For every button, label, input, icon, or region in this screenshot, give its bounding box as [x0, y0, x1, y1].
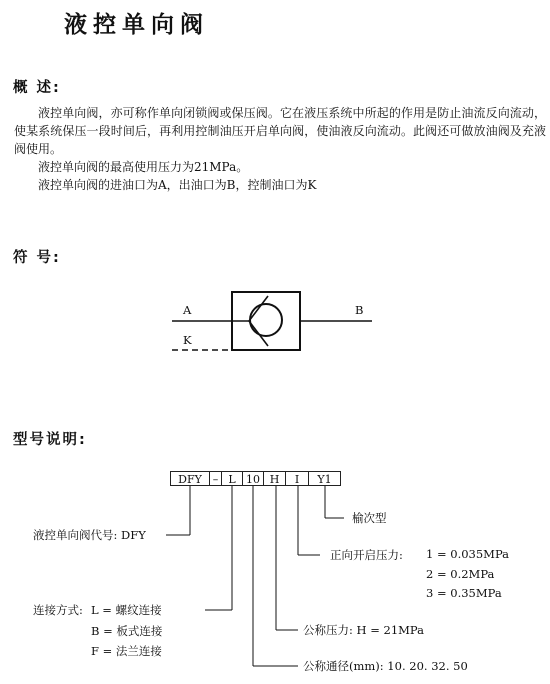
connection-value: F = 法兰连接 — [91, 644, 162, 658]
code-box-series: DFY — [170, 471, 210, 486]
design-label: 榆次型 — [352, 511, 387, 525]
code-box-cracking: I — [286, 471, 309, 486]
check-ball — [250, 304, 282, 336]
connection-value: B = 板式连接 — [91, 624, 163, 638]
seat-line-lower — [249, 321, 268, 346]
overview-paragraph: 液控单向阀的进油口为A，出油口为B，控制油口为K — [38, 178, 317, 192]
code-box-design: Y1 — [309, 471, 341, 486]
code-box-diameter: 10 — [243, 471, 264, 486]
cracking-label: 正向开启压力: — [330, 548, 403, 562]
port-b-label: B — [355, 303, 364, 317]
diameter-label: 公称通径(mm): 10. 20. 32. 50 — [303, 659, 468, 673]
connection-label: 连接方式: — [33, 603, 83, 617]
connection-value: L = 螺纹连接 — [91, 603, 162, 617]
port-k-label: K — [183, 333, 192, 347]
overview-paragraph: 液控单向阀的最高使用压力为21MPa。 — [38, 160, 249, 174]
symbol-heading: 符 号: — [13, 250, 61, 266]
page-title: 液控单向阀 — [64, 12, 209, 38]
cracking-value: 1 = 0.035MPa — [426, 547, 510, 561]
seat-line-upper — [249, 296, 268, 321]
overview-paragraph: 液控单向阀，亦可称作单向闭锁阀或保压阀。它在液压系统中所起的作用是防止油流反向流动，使某系统保压一段时间后，再利用控制油压开启单向阀，使油液反向流动。此阀还可做放油阀及充液阀使用。 — [14, 106, 546, 156]
cracking-value: 3 = 0.35MPa — [426, 586, 502, 600]
code-box-dash: – — [210, 471, 222, 486]
model-heading: 型号说明: — [13, 432, 87, 448]
code-name-label: 液控单向阀代号: DFY — [33, 528, 146, 542]
code-box-connection: L — [222, 471, 243, 486]
pressure-label: 公称压力: H = 21MPa — [303, 623, 424, 637]
code-box-pressure: H — [264, 471, 286, 486]
port-a-label: A — [183, 303, 192, 317]
cracking-value: 2 = 0.2MPa — [426, 567, 495, 581]
overview-heading: 概 述: — [13, 80, 61, 96]
